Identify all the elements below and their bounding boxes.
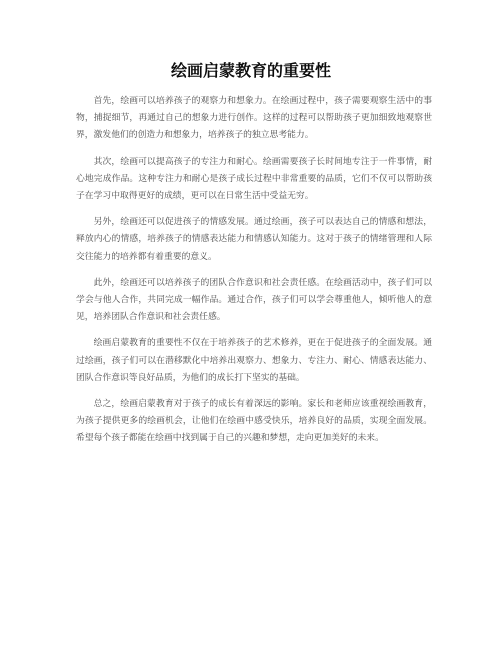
paragraph-5: 绘画启蒙教育的重要性不仅在于培养孩子的艺术修养，更在于促进孩子的全面发展。通过绘画，孩子们可以在潜移默化中培养出观察力、想象力、专注力、耐心、情感表达能力、团队合作意识等良好品质，为他们的成长打下坚实的基础。 [76,338,432,383]
paragraph-6: 总之，绘画启蒙教育对于孩子的成长有着深远的影响。家长和老师应该重视绘画教育，为孩子提供更多的绘画机会，让他们在绘画中感受快乐，培养良好的品质，实现全面发展。希望每个孩子都能在绘画中找到属于自己的兴趣和梦想，走向更加美好的未来。 [76,399,432,444]
paragraph-1: 首先，绘画可以培养孩子的观察力和想象力。在绘画过程中，孩子需要观察生活中的事物，捕捉细节，再通过自己的想象力进行创作。这样的过程可以帮助孩子更加细致地观察世界，激发他们的创造力和想象力，培养孩子的独立思考能力。 [76,96,432,141]
document-body [76,93,432,457]
paragraph-3: 另外，绘画还可以促进孩子的情感发展。通过绘画，孩子可以表达自己的情感和想法，释放内心的情感，培养孩子的情感表达能力和情感认知能力。这对于孩子的情绪管理和人际交往能力的培养都有着重要的意义。 [76,217,432,262]
document-title: 绘画启蒙教育的重要性 [170,61,331,80]
paragraph-4: 此外，绘画还可以培养孩子的团队合作意识和社会责任感。在绘画活动中，孩子们可以学会与他人合作，共同完成一幅作品。通过合作，孩子们可以学会尊重他人，倾听他人的意见，培养团队合作意识和社会责任感。 [76,277,432,323]
paragraph-2: 其次，绘画可以提高孩子的专注力和耐心。绘画需要孩子长时间地专注于一件事情，耐心地完成作品。这种专注力和耐心是孩子成长过程中非常重要的品质，它们不仅可以帮助孩子在学习中取得更好的成绩，更可以在日常生活中受益无穷。 [76,156,432,202]
